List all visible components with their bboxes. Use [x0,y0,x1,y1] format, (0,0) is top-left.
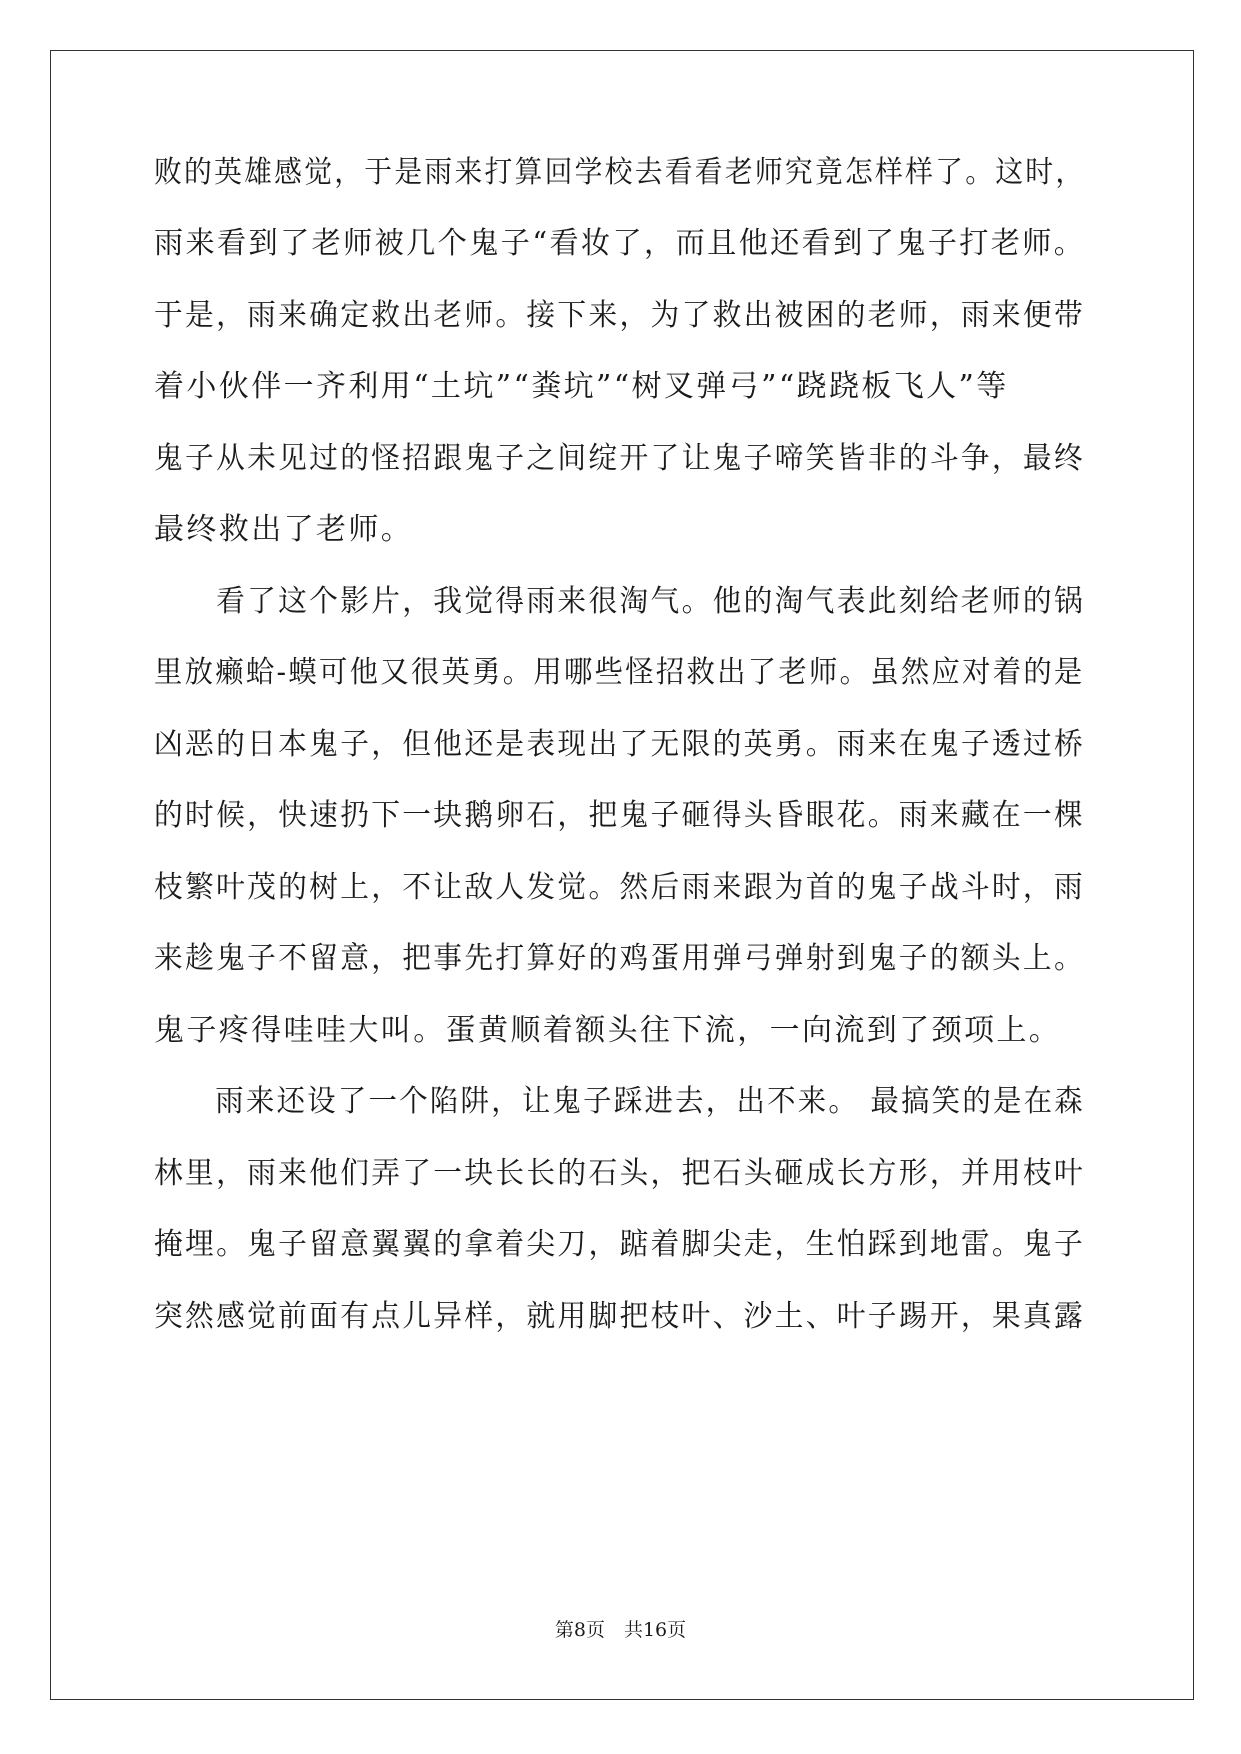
text-line: 败的英雄感觉，于是雨来打算回学校去看看老师究竟怎样样了。这时， [154,155,1086,190]
text-line: 最终救出了老师。 [154,512,414,547]
text-line: 里放癞蛤-蟆可他又很英勇。用哪些怪招救出了老师。虽然应对着的是 [154,655,1085,690]
text-line: 突然感觉前面有点儿异样，就用脚把枝叶、沙土、叶子踢开，果真露 [154,1299,1085,1334]
text-line: 雨来看到了老师被几个鬼子“看妆了，而且他还看到了鬼子打老师。 [154,226,1086,261]
text-line: 鬼子疼得哇哇大叫。蛋黄顺着额头往下流，一向流到了颈项上。 [154,1013,1062,1048]
page-number: 第8页 共16页 [554,1619,687,1641]
text-line: 掩埋。鬼子留意翼翼的拿着尖刀，踮着脚尖走，生怕踩到地雷。鬼子 [154,1227,1085,1262]
page-footer [0,1615,1241,1642]
text-line: 着小伙伴一齐利用“土坑”“粪坑”“树叉弹弓”“跷跷板飞人”等 [154,369,1009,404]
text-line: 鬼子从未见过的怪招跟鬼子之间绽开了让鬼子啼笑皆非的斗争，最终 [154,441,1085,476]
text-line: 凶恶的日本鬼子，但他还是表现出了无限的英勇。雨来在鬼子透过桥 [154,727,1085,762]
text-line: 枝繁叶茂的树上，不让敌人发觉。然后雨来跟为首的鬼子战斗时，雨 [154,870,1085,905]
text-line: 于是，雨来确定救出老师。接下来，为了救出被困的老师，雨来便带 [154,298,1085,333]
text-line: 的时候，快速扔下一块鹅卵石，把鬼子砸得头昏眼花。雨来藏在一棵 [154,798,1085,833]
text-line: 看了这个影片，我觉得雨来很淘气。他的淘气表此刻给老师的锅 [154,584,1085,619]
text-line: 林里，雨来他们弄了一块长长的石头，把石头砸成长方形，并用枝叶 [154,1156,1085,1191]
text-line: 雨来还设了一个陷阱，让鬼子踩进去，出不来。 最搞笑的是在森 [154,1084,1085,1119]
text-line: 来趁鬼子不留意，把事先打算好的鸡蛋用弹弓弹射到鬼子的额头上。 [154,941,1085,976]
